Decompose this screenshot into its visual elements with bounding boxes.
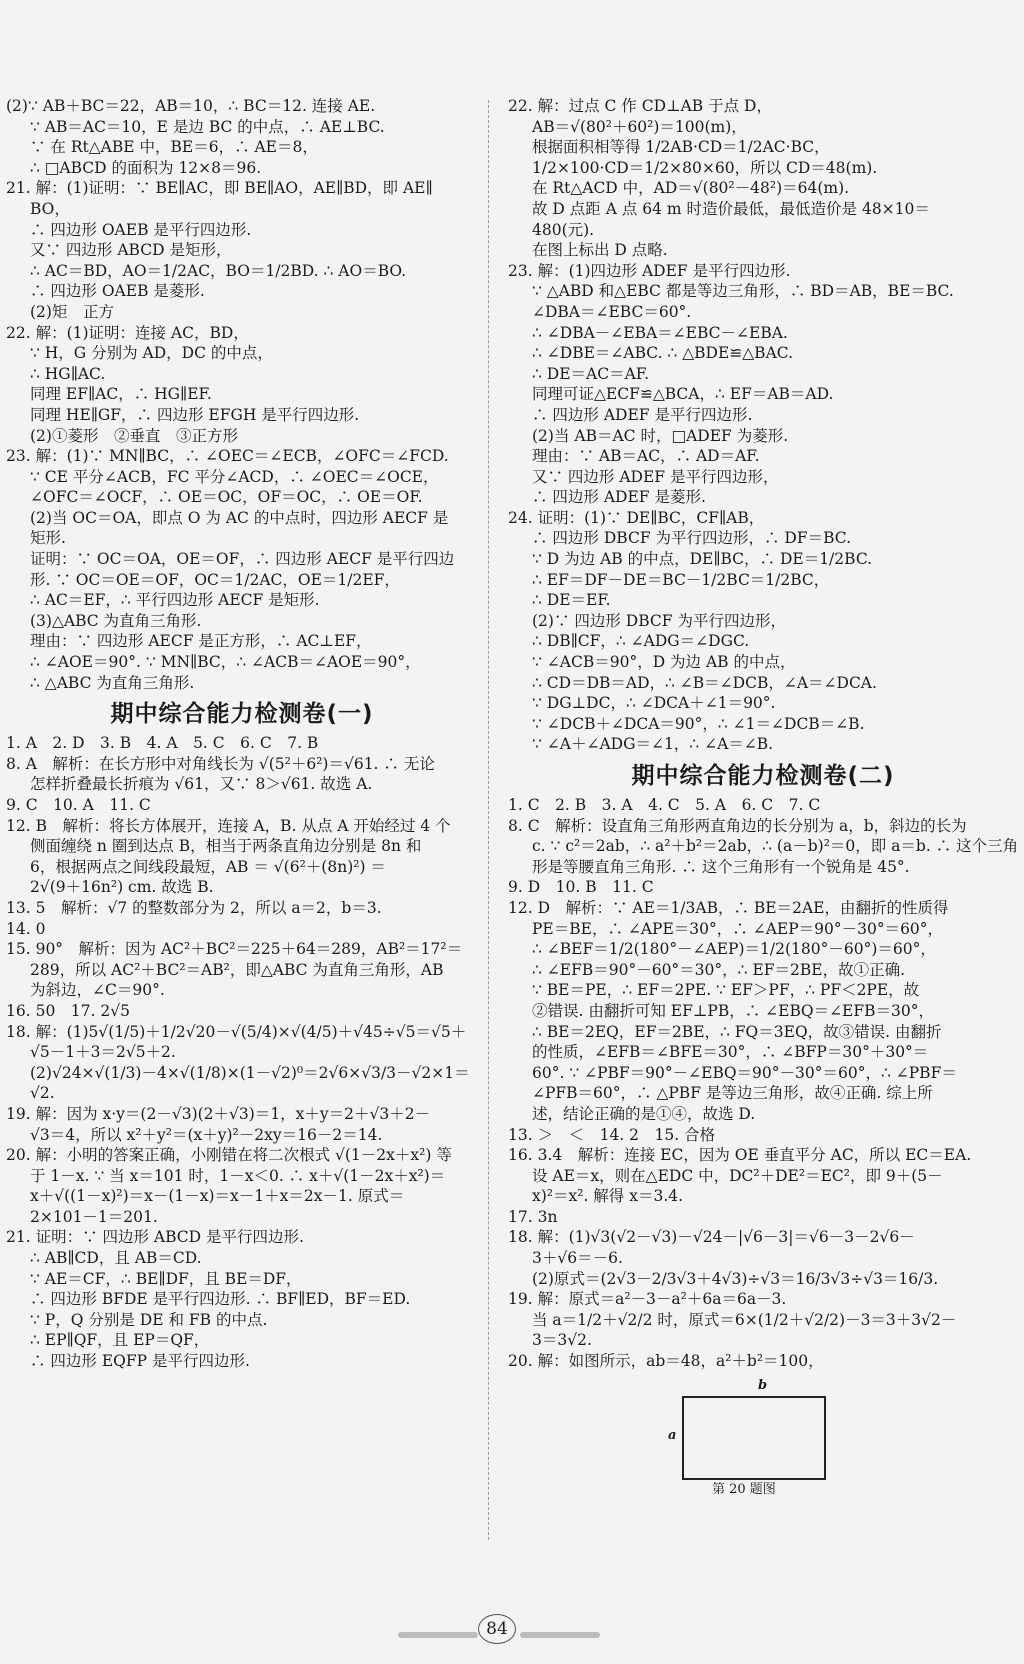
footer-ornament-left: [398, 1632, 478, 1638]
right-column: [508, 96, 1018, 1498]
answer-line: ∵ ∠A＋∠ADG＝∠1，∴ ∠A＝∠B.: [532, 735, 774, 754]
answer-line: ∴ ∠BEF＝1/2(180°－∠AEP)＝1/2(180°－60°)＝60°，: [532, 940, 936, 959]
answer-line: ∵ P，Q 分别是 DE 和 FB 的中点.: [30, 1310, 268, 1329]
rectangle-shape: [682, 1396, 826, 1480]
answer-line: 同理 EF∥AC，∴ HG∥EF.: [30, 385, 212, 404]
column-divider: [488, 100, 489, 1540]
answer-line: 15. 90° 解析：因为 AC²＋BC²＝225＋64＝289，AB²＝17²＝: [6, 940, 463, 959]
answer-line: ∴ 四边形 OAEB 是菱形.: [30, 282, 205, 301]
answer-line: 24. 证明：(1)∵ DE∥BC，CF∥AB，: [508, 508, 765, 527]
page-footer: [0, 1610, 1024, 1664]
answer-line: ∴ CD＝DB＝AD，∴ ∠B＝∠DCB，∠A＝∠DCA.: [532, 673, 877, 692]
answer-line: 2×101－1＝201.: [30, 1207, 158, 1226]
answer-line: ∴ 四边形 DBCF 为平行四边形，∴ DF＝BC.: [532, 529, 852, 548]
answer-line: ∴ DE＝AC＝AF.: [532, 364, 650, 383]
answer-line: ∵ ∠ACB＝90°，D 为边 AB 的中点，: [532, 653, 796, 672]
answer-line: 289，所以 AC²＋BC²＝AB²，即△ABC 为直角三角形，AB: [30, 960, 444, 979]
answer-line: 17. 3n: [508, 1207, 558, 1226]
answer-line: (2)①菱形 ②垂直 ③正方形: [30, 426, 238, 445]
answer-line: 18. 解：(1)√3(√2－√3)－√24－|√6－3|＝√6－3－2√6－: [508, 1228, 915, 1247]
answer-line: 23. 解：(1)四边形 ADEF 是平行四边形.: [508, 261, 791, 280]
answer-line: 21. 解：(1)证明：∵ BE∥AC，即 BE∥AO，AE∥BD，即 AE∥: [6, 179, 433, 198]
answer-line: 怎样折叠最长折痕为 √61，又∵ 8＞√61. 故选 A.: [30, 775, 373, 794]
answer-line: ∴ DB∥CF，∴ ∠ADG＝∠DGC.: [532, 632, 750, 651]
answer-line: (2)当 OC＝OA，即点 O 为 AC 的中点时，四边形 AECF 是: [30, 508, 449, 527]
figure-label-b: b: [758, 1377, 768, 1393]
answer-line: 480(元).: [532, 220, 595, 239]
answer-line: 60°. ∵ ∠PBF＝90°－∠EBQ＝90°－30°＝60°，∴ ∠PBF＝: [532, 1063, 957, 1082]
answer-line: ∴ 四边形 ADEF 是菱形.: [532, 488, 706, 507]
answer-line: ∴ ∠EFB＝90°－60°＝30°，∴ EF＝2BE，故①正确.: [532, 960, 906, 979]
answer-line: ∴ □ABCD 的面积为 12×8＝96.: [30, 158, 262, 177]
answer-line: 12. B 解析：将长方体展开，连接 A，B. 从点 A 开始经过 4 个: [6, 816, 451, 835]
answer-line: ∴ HG∥AC.: [30, 364, 106, 383]
answer-line: ②错误. 由翻折可知 EF⊥PB，∴ ∠EBQ＝∠EFB＝30°，: [532, 1001, 934, 1020]
answer-line: 同理可证△ECF≌△BCA，∴ EF＝AB＝AD.: [532, 385, 834, 404]
answer-line: 设 AE＝x，则在△EDC 中，DC²＋DE²＝EC²，即 9＋(5－: [532, 1166, 943, 1185]
answer-line: 在 Rt△ACD 中，AD＝√(80²－48²)＝64(m).: [532, 179, 850, 198]
footer-ornament-right: [520, 1632, 600, 1638]
answer-line: ∴ 四边形 OAEB 是平行四边形.: [30, 220, 252, 239]
answer-line: (2)当 AB＝AC 时，□ADEF 为菱形.: [532, 426, 789, 445]
answer-line: 14. 0: [6, 919, 46, 938]
answer-line: ∴ ∠DBE＝∠ABC. ∴ △BDE≌△BAC.: [532, 344, 793, 363]
answer-line: ∵ D 为边 AB 的中点，DE∥BC，∴ DE＝1/2BC.: [532, 550, 873, 569]
answer-line: ∴ △ABC 为直角三角形.: [30, 673, 195, 692]
answer-line: 9. D 10. B 11. C: [508, 878, 654, 897]
answer-line: 故 D 点距 A 点 64 m 时造价最低，最低造价是 48×10＝: [532, 199, 930, 218]
figure-caption: 第 20 题图: [712, 1481, 776, 1497]
answer-line: ∴ ∠DBA－∠EBA＝∠EBC－∠EBA.: [532, 323, 788, 342]
answer-line: 16. 3.4 解析：连接 EC，因为 OE 垂直平分 AC，所以 EC＝EA.: [508, 1146, 972, 1165]
answer-line: ∴ ∠AOE＝90°. ∵ MN∥BC，∴ ∠ACB＝∠AOE＝90°，: [30, 653, 421, 672]
answer-line: ∴ AC＝BD，AO＝1/2AC，BO＝1/2BD. ∴ AO＝BO.: [30, 261, 407, 280]
answer-line: ∴ 四边形 ADEF 是平行四边形.: [532, 405, 753, 424]
page-number: 84: [478, 1614, 516, 1644]
answer-line: 19. 解：因为 x·y＝(2－√3)(2＋√3)＝1，x＋y＝2＋√3＋2－: [6, 1104, 431, 1123]
answer-line: (3)△ABC 为直角三角形.: [30, 611, 202, 630]
answer-line: 13. 5 解析：√7 的整数部分为 2，所以 a＝2，b＝3.: [6, 898, 382, 917]
answer-line: ∵ AE＝CF，∴ BE∥DF，且 BE＝DF，: [30, 1269, 302, 1288]
answer-line: 形是等腰直角三角形. ∴ 这个三角形有一个锐角是 45°.: [532, 857, 910, 876]
answer-line: 为斜边，∠C＝90°.: [30, 981, 165, 1000]
answer-line: 2√(9＋16n²) cm. 故选 B.: [30, 878, 214, 897]
answer-line: 16. 50 17. 2√5: [6, 1001, 130, 1020]
answer-line: √5－1＋3＝2√5＋2.: [30, 1043, 176, 1062]
answer-line: ∵ ∠DCB＋∠DCA＝90°，∴ ∠1＝∠DCB＝∠B.: [532, 714, 865, 733]
answer-line: (2)∵ 四边形 DBCF 为平行四边形，: [532, 611, 786, 630]
answer-line: ∵ DG⊥DC，∴ ∠DCA＋∠1＝90°.: [532, 694, 776, 713]
answer-line: ∠PFB＝60°，∴ △PBF 是等边三角形，故④正确. 综上所: [532, 1084, 933, 1103]
answer-line: ∴ EF＝DF－DE＝BC－1/2BC＝1/2BC，: [532, 570, 830, 589]
answer-line: ∠OFC＝∠OCF，∴ OE＝OC，OF＝OC，∴ OE＝OF.: [30, 488, 423, 507]
answer-line: 22. 解：过点 C 作 CD⊥AB 于点 D，: [508, 97, 772, 115]
answer-line: √2.: [30, 1084, 55, 1103]
answer-line: (2)原式＝(2√3－2/3√3＋4√3)÷√3＝16/3√3÷√3＝16/3.: [532, 1269, 939, 1288]
answer-line: 23. 解：(1)∵ MN∥BC，∴ ∠OEC＝∠ECB，∠OFC＝∠FCD.: [6, 447, 449, 466]
figure-label-a: a: [668, 1427, 677, 1443]
answer-line: 于 1－x. ∵ 当 x＝101 时，1－x＜0. ∴ x＋√(1－2x＋x²)＝: [30, 1166, 446, 1185]
answer-line: ∴ AC＝EF，∴ 平行四边形 AECF 是矩形.: [30, 591, 320, 610]
rectangle-figure: [508, 1376, 1018, 1498]
answer-line: ∵ △ABD 和△EBC 都是等边三角形，∴ BD＝AB，BE＝BC.: [532, 282, 954, 301]
answer-line: 述，结论正确的是①④，故选 D.: [532, 1104, 756, 1123]
answer-line: ∴ 四边形 BFDE 是平行四边形. ∴ BF∥ED，BF＝ED.: [30, 1290, 411, 1309]
answer-line: 当 a＝1/2＋√2/2 时，原式＝6×(1/2＋√2/2)－3＝3＋3√2－: [532, 1310, 957, 1329]
answer-line: 侧面缠绕 n 圈到达点 B，相当于两条直角边分别是 8n 和: [30, 837, 422, 856]
answer-line: 证明：∵ OC＝OA，OE＝OF，∴ 四边形 AECF 是平行四边: [30, 550, 455, 569]
section-heading: 期中综合能力检测卷(一): [110, 701, 374, 728]
answer-line: 19. 解：原式＝a²－3－a²＋6a＝6a－3.: [508, 1290, 787, 1309]
answer-line: 1/2×100·CD＝1/2×80×60，所以 CD＝48(m).: [532, 158, 878, 177]
answer-line: 21. 证明：∵ 四边形 ABCD 是平行四边形.: [6, 1228, 304, 1247]
answer-line: ∵ CE 平分∠ACB，FC 平分∠ACD，∴ ∠OEC＝∠OCE，: [30, 467, 439, 486]
answer-line: c. ∵ c²＝2ab，∴ a²＋b²＝2ab，∴ (a－b)²＝0，即 a＝b. ∴ 这个三角: [532, 837, 1018, 856]
answer-line: 形. ∵ OC＝OE＝OF，OC＝1/2AC，OE＝1/2EF，: [30, 570, 400, 589]
answer-line: 同理 HE∥GF，∴ 四边形 EFGH 是平行四边形.: [30, 405, 360, 424]
answer-line: 3＝3√2.: [532, 1331, 592, 1350]
answer-line: 8. A 解析：在长方形中对角线长为 √(5²＋6²)＝√61. ∴ 无论: [6, 754, 435, 773]
answer-line: x＋√((1－x)²)＝x－(1－x)＝x－1＋x＝2x－1. 原式＝: [30, 1187, 405, 1206]
answer-line: 1. A 2. D 3. B 4. A 5. C 6. C 7. B: [6, 734, 319, 753]
answer-line: 理由：∵ 四边形 AECF 是正方形，∴ AC⊥EF，: [30, 632, 372, 651]
answer-line: ∴ AB∥CD，且 AB＝CD.: [30, 1249, 202, 1268]
answer-line: √3＝4，所以 x²＋y²＝(x＋y)²－2xy＝16－2＝14.: [30, 1125, 383, 1144]
answer-line: 根据面积相等得 1/2AB·CD＝1/2AC·BC，: [532, 138, 830, 157]
answer-line: ∴ DE＝EF.: [532, 591, 611, 610]
answer-line: 又∵ 四边形 ADEF 是平行四边形，: [532, 467, 779, 486]
answer-line: 8. C 解析：设直角三角形两直角边的长分别为 a，b，斜边的长为: [508, 816, 967, 835]
answer-line: ∴ BE＝2EQ，EF＝2BE，∴ FQ＝3EQ，故③错误. 由翻折: [532, 1022, 942, 1041]
answer-line: ∴ EP∥QF，且 EP＝QF，: [30, 1331, 210, 1350]
answer-line: ∠DBA＝∠EBC＝60°.: [532, 302, 692, 321]
answer-line: BO，: [30, 199, 70, 218]
answer-line: (2)√24×√(1/3)－4×√(1/8)×(1－√2)⁰＝2√6×√3/3－√2×1＝: [30, 1063, 470, 1082]
answer-line: 18. 解：(1)5√(1/5)＋1/2√20－√(5/4)×√(4/5)＋√45÷√5＝√5＋: [6, 1022, 467, 1041]
answer-line: 矩形.: [30, 529, 66, 548]
answer-line: 9. C 10. A 11. C: [6, 796, 151, 814]
answer-line: AB＝√(80²＋60²)＝100(m)，: [532, 117, 747, 136]
answer-line: 1. C 2. B 3. A 4. C 5. A 6. C 7. C: [508, 796, 821, 814]
answer-line: PE＝BE，∴ ∠APE＝30°，∴ ∠AEP＝90°－30°＝60°，: [532, 919, 944, 938]
answer-line: ∵ BE＝PE，∴ EF＝2PE. ∵ EF＞PF，∴ PF＜2PE，故: [532, 981, 920, 1000]
answer-line: 的性质，∠EFB＝∠BFE＝30°，∴ ∠BFP＝30°＋30°＝: [532, 1043, 929, 1062]
answer-line: 又∵ 四边形 ABCD 是矩形，: [30, 241, 232, 260]
answer-line: 22. 解：(1)证明：连接 AC，BD，: [6, 323, 249, 342]
answer-line: 在图上标出 D 点略.: [532, 241, 668, 260]
answer-line: x)²＝x². 解得 x＝3.4.: [532, 1187, 684, 1206]
section-heading: 期中综合能力检测卷(二): [631, 763, 895, 789]
answer-line: (2)矩 正方: [30, 302, 114, 321]
answer-line: 13. ＞ ＜ 14. 2 15. 合格: [508, 1125, 716, 1144]
answer-line: ∵ H，G 分别为 AD，DC 的中点，: [30, 344, 273, 363]
answer-line: 12. D 解析：∵ AE＝1/3AB，∴ BE＝2AE，由翻折的性质得: [508, 898, 949, 917]
answer-line: 20. 解：小明的答案正确，小刚错在将二次根式 √(1－2x＋x²) 等: [6, 1146, 452, 1165]
left-column: [6, 96, 478, 1372]
answer-line: 理由：∵ AB＝AC，∴ AD＝AF.: [532, 447, 760, 466]
answer-line: (2)∵ AB＋BC＝22，AB＝10，∴ BC＝12. 连接 AE.: [6, 97, 376, 115]
answer-line: ∴ 四边形 EQFP 是平行四边形.: [30, 1352, 250, 1371]
answer-line: 3＋√6＝－6.: [532, 1249, 623, 1268]
answer-line: ∵ 在 Rt△ABE 中，BE＝6，∴ AE＝8，: [30, 138, 318, 157]
answer-line: 6，根据两点之间线段最短，AB ＝ √(6²＋(8n)²) ＝: [30, 857, 386, 876]
answer-line: ∵ AB＝AC＝10，E 是边 BC 的中点，∴ AE⊥BC.: [30, 117, 385, 136]
answer-line: 20. 解：如图所示，ab＝48，a²＋b²＝100，: [508, 1352, 824, 1371]
